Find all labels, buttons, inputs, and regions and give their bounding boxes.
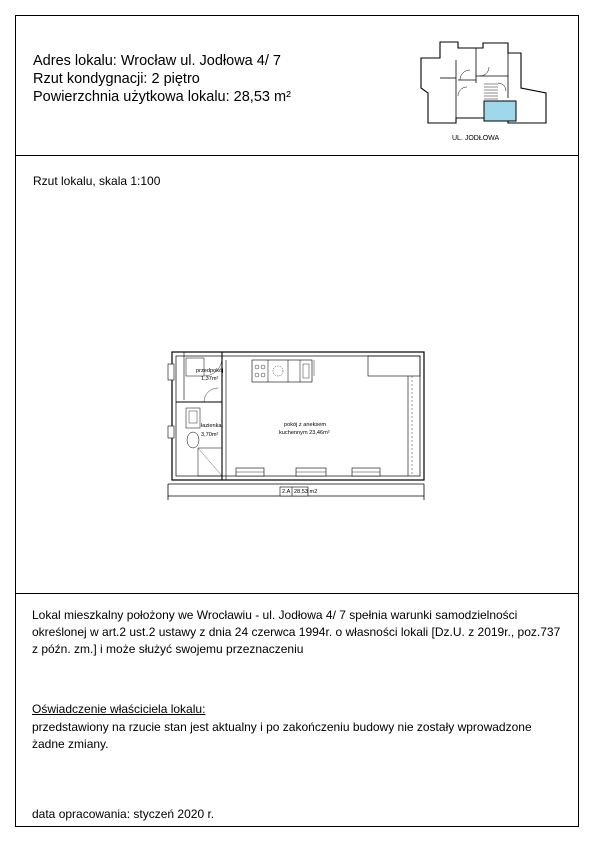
preparation-date: data opracowania: styczeń 2020 r. <box>32 807 215 821</box>
room-bath-area: 3,70m² <box>201 432 219 438</box>
unit-tag: 2.A <box>282 489 291 495</box>
key-plan <box>418 38 553 133</box>
storey-line: Rzut kondygnacji: 2 piętro <box>33 71 200 87</box>
room-living-name: pokój z aneksem <box>284 422 326 428</box>
owner-declaration-text: przedstawiony na rzucie stan jest aktualny i po zakończeniu budowy nie zostały wprowadzone żadne zmiany. <box>32 720 532 751</box>
header-divider <box>15 155 579 156</box>
room-bath-name: łazienka <box>201 423 222 429</box>
statement-divider <box>15 593 579 594</box>
owner-declaration-heading: Oświadczenie właściciela lokalu: <box>32 702 206 716</box>
room-hall-area: 1,37m² <box>201 376 219 382</box>
room-living-area: kuchennym 23,46m² <box>279 430 330 436</box>
area-line: Powierzchnia użytkowa lokalu: 28,53 m² <box>33 89 291 105</box>
street-label: UL. JODŁOWA <box>452 135 500 142</box>
plan-caption: Rzut lokalu, skala 1:100 <box>33 174 161 188</box>
address-line: Adres lokalu: Wrocław ul. Jodłowa 4/ 7 <box>33 53 281 69</box>
key-plan-unit-highlight <box>484 101 516 121</box>
unit-area-tag: 28,53 m2 <box>294 489 318 495</box>
independence-statement: Lokal mieszkalny położony we Wrocławiu - ul. Jodłowa 4/ 7 spełnia warunki samodzielności określonej w art.2 ust.2 ustawy z dnia 24 czerwca 1994r. o własności lokali [Dz.U. z 2019r., poz.737 z późn. zm.] i może służyć swojemu przeznaczeniu <box>32 608 561 656</box>
room-hall-name: przedpokój <box>196 368 224 374</box>
